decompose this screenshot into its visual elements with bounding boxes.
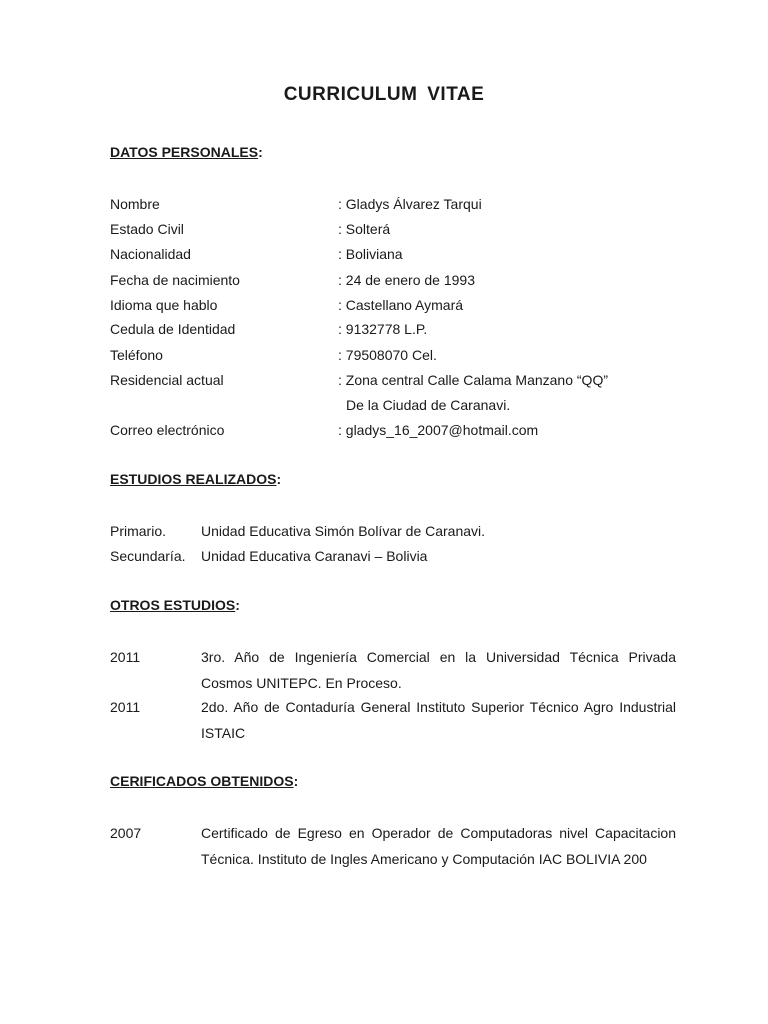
row-label: Correo electrónico xyxy=(110,422,225,438)
heading-colon: : xyxy=(276,471,282,487)
row-label: Fecha de nacimiento xyxy=(110,272,240,288)
row-value: : 9132778 L.P. xyxy=(338,321,428,337)
row-value: : Solterá xyxy=(338,221,391,237)
studies-heading xyxy=(110,471,281,487)
entry-description: Certificado de Egreso en Operador de Computadoras nivel Capacitacion Técnica. Instituto de Ingles Americano y Computación IAC BOLIVIA 200 xyxy=(201,825,676,867)
heading-colon: : xyxy=(235,597,240,613)
row-label: Cedula de Identidad xyxy=(110,321,236,337)
heading-colon: : xyxy=(258,144,263,160)
study-level: Secundaría. xyxy=(110,548,186,564)
row-value: : Gladys Álvarez Tarqui xyxy=(338,196,482,212)
row-value: : gladys_16_2007@hotmail.com xyxy=(338,422,539,438)
heading-text: OTROS ESTUDIOS xyxy=(110,597,236,613)
entry-description: 2do. Año de Contaduría General Instituto Superior Técnico Agro Industrial ISTAIC xyxy=(201,699,676,741)
study-item-primary xyxy=(110,521,485,541)
row-label: Idioma que hablo xyxy=(110,297,218,313)
row-value: : Castellano Aymará xyxy=(338,297,464,313)
row-value: : Zona central Calle Calama Manzano “QQ” xyxy=(338,372,608,388)
document-title: CURRICULUM VITAE xyxy=(283,84,485,105)
row-label: Teléfono xyxy=(110,347,163,363)
study-level: Primario. xyxy=(110,523,167,539)
study-item-secondary xyxy=(110,546,427,566)
study-school: Unidad Educativa Caranavi – Bolivia xyxy=(201,548,428,564)
other-studies-heading xyxy=(110,597,240,613)
entry-year: 2007 xyxy=(110,825,142,841)
certificates-heading xyxy=(110,773,298,789)
entry-year: 2011 xyxy=(110,649,141,665)
row-value: : Boliviana xyxy=(338,246,403,262)
row-label: Residencial actual xyxy=(110,372,224,388)
entry-description: 3ro. Año de Ingeniería Comercial en la Universidad Técnica Privada Cosmos UNITEPC. En Proceso. xyxy=(201,649,676,691)
row-value: : 24 de enero de 1993 xyxy=(338,272,476,288)
personal-data-heading xyxy=(110,144,263,160)
heading-text: DATOS PERSONALES xyxy=(110,144,259,160)
heading-text: ESTUDIOS REALIZADOS xyxy=(110,471,277,487)
study-school: Unidad Educativa Simón Bolívar de Caranavi. xyxy=(201,523,486,539)
residence-continuation: De la Ciudad de Caranavi. xyxy=(346,397,511,413)
row-label: Nombre xyxy=(110,196,160,212)
row-label: Nacionalidad xyxy=(110,246,191,262)
entry-year: 2011 xyxy=(110,699,141,715)
heading-colon: : xyxy=(293,773,299,789)
heading-text: CERIFICADOS OBTENIDOS xyxy=(110,773,294,789)
row-value: : 79508070 Cel. xyxy=(338,347,437,363)
row-label: Estado Civil xyxy=(110,221,184,237)
